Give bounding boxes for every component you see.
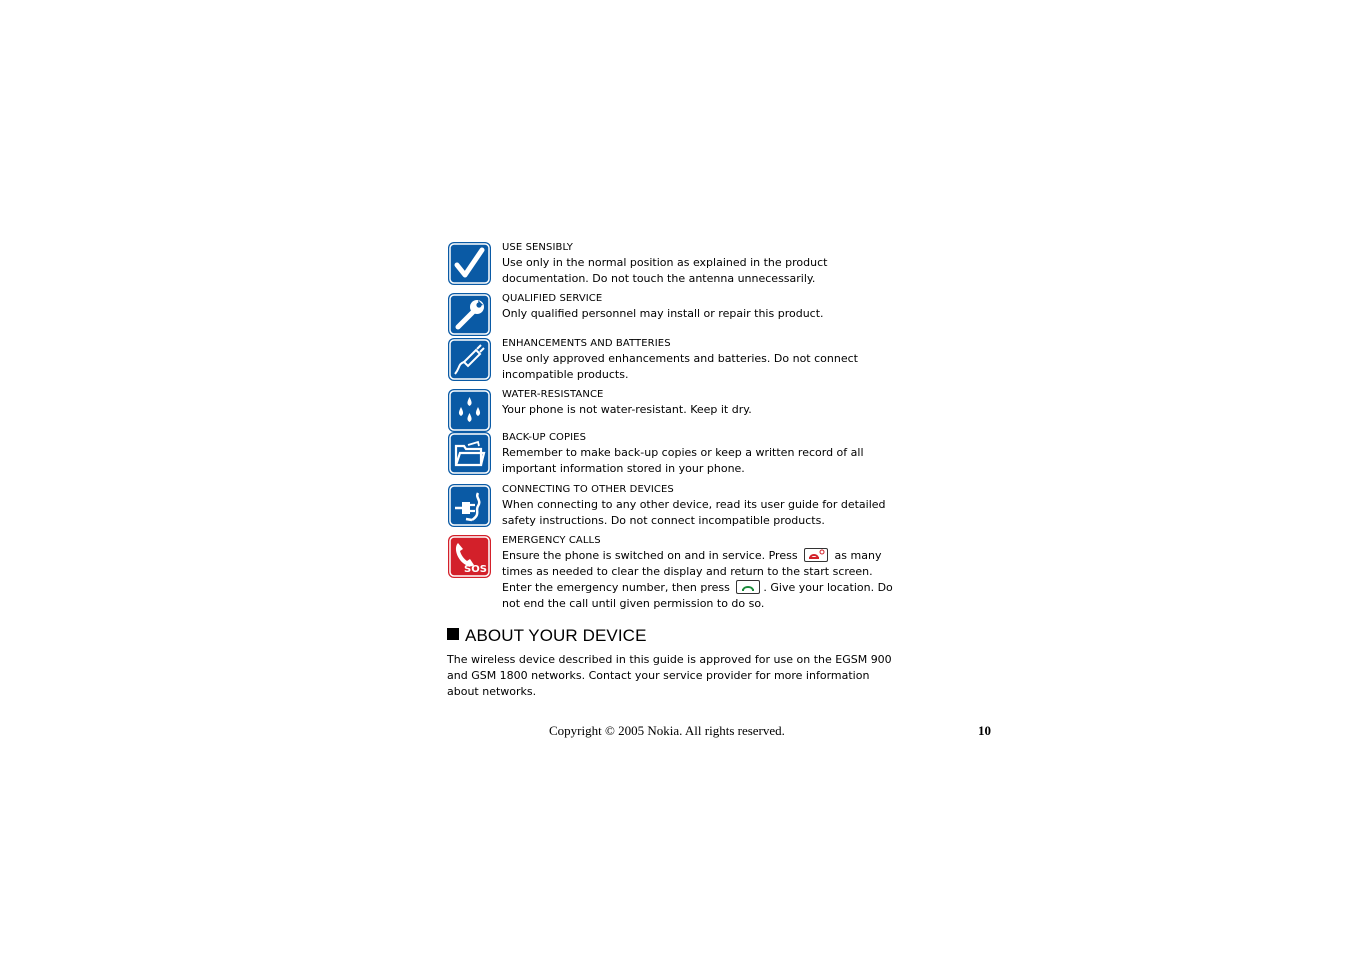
sos-phone-icon	[448, 535, 491, 578]
folder-icon	[448, 432, 491, 475]
safety-description: Only qualified personnel may install or repair this product.	[502, 307, 824, 320]
safety-title: CONNECTING TO OTHER DEVICES	[502, 484, 674, 495]
safety-text	[502, 431, 896, 477]
emergency-text-part1: Ensure the phone is switched on and in service. Press	[502, 549, 798, 562]
safety-title: QUALIFIED SERVICE	[502, 293, 603, 304]
safety-text	[502, 483, 896, 529]
safety-text	[502, 337, 896, 383]
page-number: 10	[978, 723, 991, 738]
call-key-icon	[736, 580, 760, 594]
heading-bullet-icon	[447, 628, 459, 640]
safety-description: Remember to make back-up copies or keep a written record of all important information stored in your phone.	[502, 446, 864, 475]
safety-description: Use only in the normal position as explained in the product documentation. Do not touch the antenna unnecessarily.	[502, 256, 828, 285]
safety-title: EMERGENCY CALLS	[502, 535, 601, 546]
safety-text	[502, 388, 896, 418]
safety-description	[502, 548, 896, 612]
section-title: ABOUT YOUR DEVICE	[465, 626, 647, 645]
emergency-text-part2: as many times as needed to clear the display and return to the start screen. Enter the emergency number, then press	[502, 549, 882, 594]
enhancement-plug-icon	[448, 338, 491, 381]
section-body: The wireless device described in this guide is approved for use on the EGSM 900 and GSM 1800 networks. Contact your service provider for more information about networks.	[447, 653, 892, 698]
wrench-icon	[448, 293, 491, 336]
safety-text	[502, 292, 896, 322]
safety-title: USE SENSIBLY	[502, 242, 574, 253]
safety-description: When connecting to any other device, read its user guide for detailed safety instructions. Do not connect incompatible products.	[502, 498, 886, 527]
safety-title: BACK-UP COPIES	[502, 432, 587, 443]
safety-title: WATER-RESISTANCE	[502, 389, 604, 400]
water-drops-icon	[448, 389, 491, 432]
footer-copyright: Copyright © 2005 Nokia. All rights reserved.	[549, 723, 785, 738]
emergency-text-part3: . Give your location. Do not end the call until given permission to do so.	[502, 581, 893, 610]
connector-plug-icon	[448, 484, 491, 527]
svg-text:SOS: SOS	[464, 564, 487, 575]
safety-description: Your phone is not water-resistant. Keep it dry.	[502, 403, 752, 416]
safety-text	[502, 534, 896, 612]
safety-title: ENHANCEMENTS AND BATTERIES	[502, 338, 671, 349]
safety-description: Use only approved enhancements and batteries. Do not connect incompatible products.	[502, 352, 858, 381]
checkmark-icon	[448, 242, 491, 285]
section-heading	[447, 626, 647, 648]
end-key-icon	[804, 548, 828, 562]
safety-text	[502, 241, 896, 287]
